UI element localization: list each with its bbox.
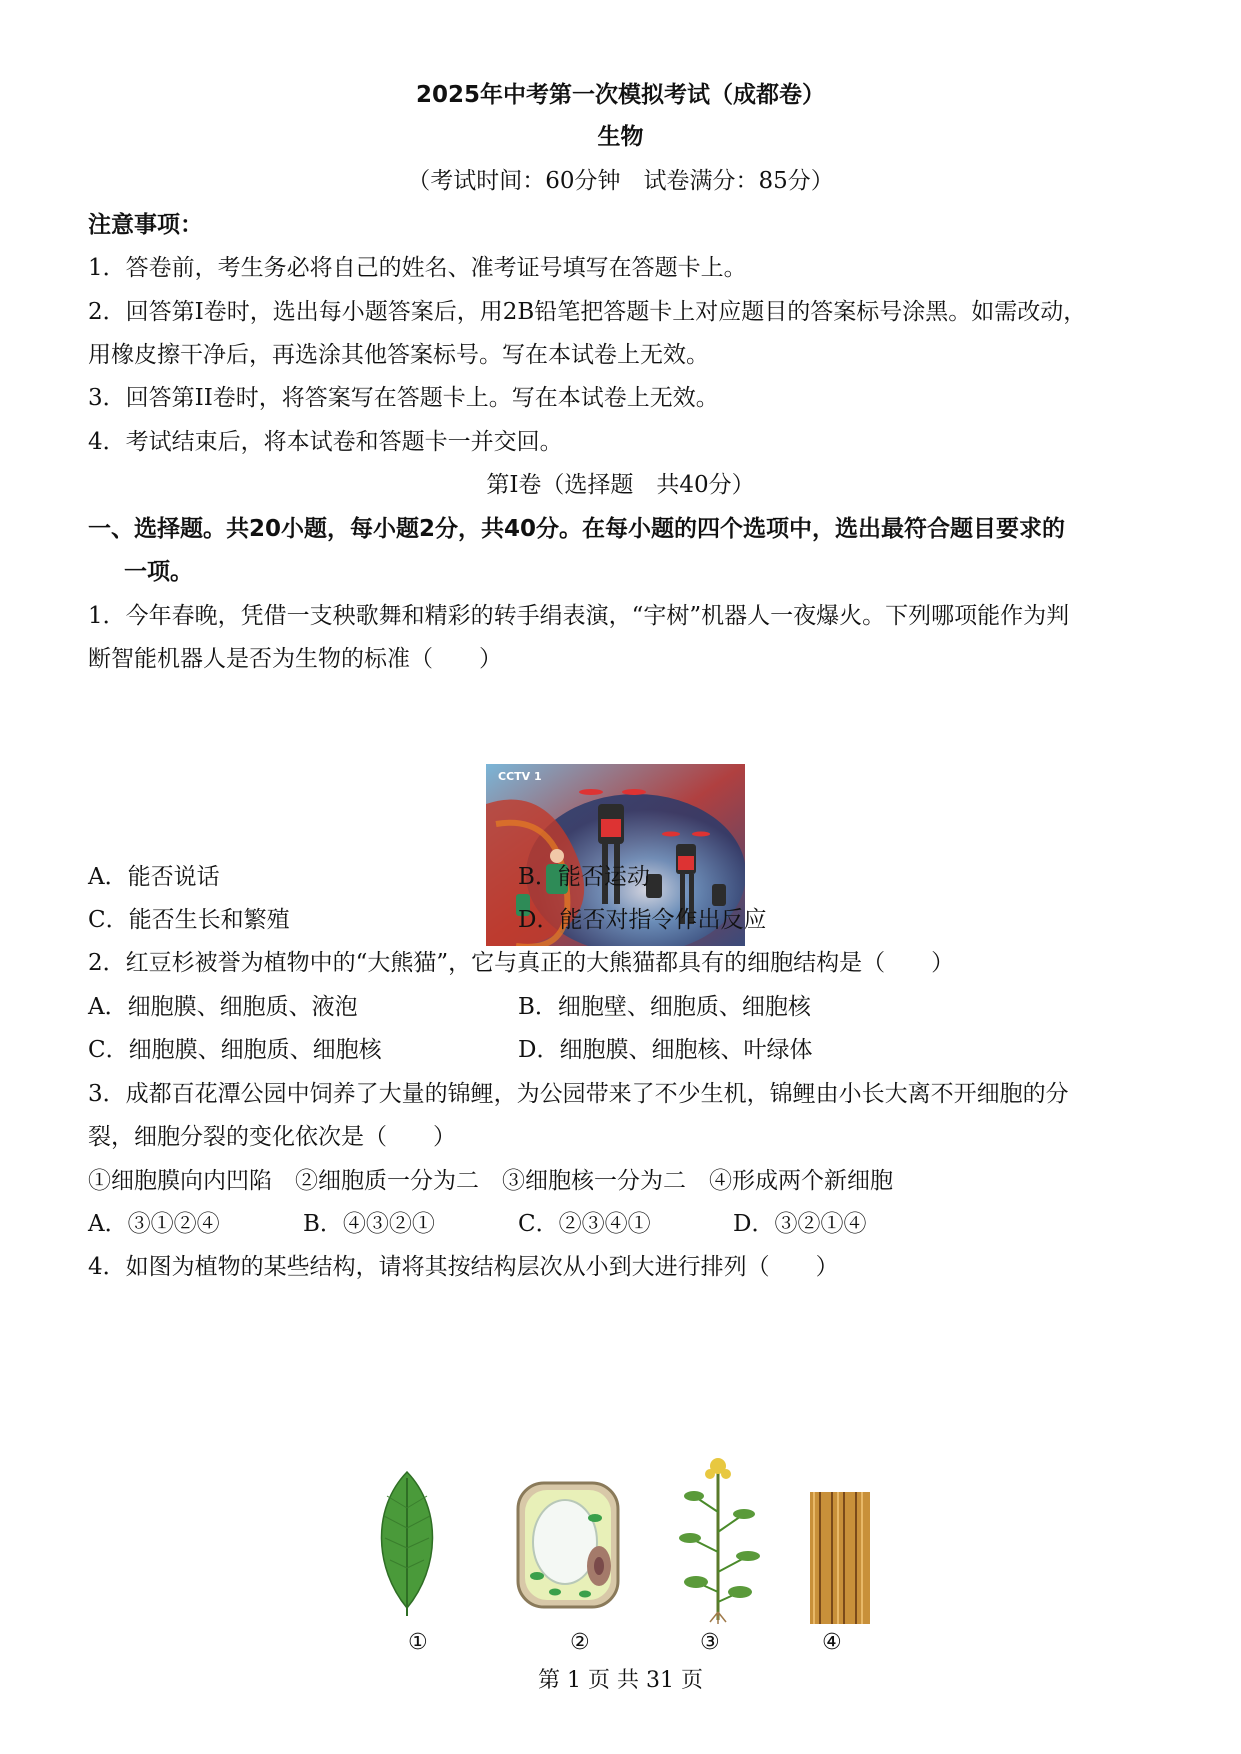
q2-option-a: A．细胞膜、细胞质、液泡 (88, 994, 358, 1020)
q3-stem: 3．成都百花潭公园中饲养了大量的锦鲤，为公园带来了不少生机，锦鲤由小长大离不开细胞的分 (88, 1081, 1069, 1107)
figure-label-1: ① (408, 1630, 428, 1655)
q3-option-d: D．③②①④ (733, 1211, 867, 1237)
q3-option-c: C．②③④① (518, 1211, 651, 1237)
notice-item: 3．回答第II卷时，将答案写在答题卡上。写在本试卷上无效。 (88, 385, 719, 411)
q1-stem-cont: 断智能机器人是否为生物的标准（ ） (88, 646, 502, 672)
part1-title: 第I卷（选择题 共40分） (486, 472, 755, 498)
time-info: （考试时间：60分钟 试卷满分：85分） (407, 168, 834, 194)
figure-label-4: ④ (822, 1630, 842, 1655)
notice-item: 2．回答第I卷时，选出每小题答案后，用2B铅笔把答题卡上对应题目的答案标号涂黑。如需改动， (88, 299, 1087, 325)
notice-item: 用橡皮擦干净后，再选涂其他答案标号。写在本试卷上无效。 (88, 342, 709, 368)
notice-heading: 注意事项： (88, 212, 203, 238)
q2-stem: 2．红豆杉被誉为植物中的“大熊猫”，它与真正的大熊猫都具有的细胞结构是（ ） (88, 950, 955, 976)
q2-option-b: B．细胞壁、细胞质、细胞核 (518, 994, 811, 1020)
page-footer: 第 1 页 共 31 页 (538, 1668, 703, 1693)
q1-stem: 1．今年春晚，凭借一支秧歌舞和精彩的转手绢表演，“宇树”机器人一夜爆火。下列哪项能作为判 (88, 603, 1070, 629)
leaf-image (372, 1468, 442, 1618)
figure-label-3: ③ (700, 1630, 720, 1655)
whole-plant-image (670, 1452, 766, 1624)
q3-option-b: B．④③②① (303, 1211, 435, 1237)
q1-option-c: C．能否生长和繁殖 (88, 907, 290, 933)
subject-title: 生物 (597, 124, 644, 150)
section-instruction-cont: 一项。 (124, 559, 193, 585)
q2-option-d: D．细胞膜、细胞核、叶绿体 (518, 1037, 813, 1063)
plant-cell-image (515, 1480, 621, 1610)
cctv-logo: CCTV 1 (498, 770, 542, 783)
q3-option-a: A．③①②④ (88, 1211, 220, 1237)
q4-stem: 4．如图为植物的某些结构，请将其按结构层次从小到大进行排列（ ） (88, 1254, 839, 1280)
exam-title: 2025年中考第一次模拟考试（成都卷） (415, 82, 825, 108)
figure-label-2: ② (570, 1630, 590, 1655)
notice-item: 4．考试结束后，将本试卷和答题卡一并交回。 (88, 429, 563, 455)
q3-stem-cont: 裂，细胞分裂的变化依次是（ ） (88, 1124, 456, 1150)
stem-tissue-image (808, 1490, 872, 1626)
q2-option-c: C．细胞膜、细胞质、细胞核 (88, 1037, 382, 1063)
section-instruction: 一、选择题。共20小题，每小题2分，共40分。在每小题的四个选项中，选出最符合题目要求的 (88, 516, 1066, 542)
notice-item: 1．答卷前，考生务必将自己的姓名、准考证号填写在答题卡上。 (88, 255, 747, 281)
q3-steps: ①细胞膜向内凹陷 ②细胞质一分为二 ③细胞核一分为二 ④形成两个新细胞 (88, 1168, 893, 1194)
q1-option-a: A．能否说话 (88, 864, 220, 890)
q1-option-d: D．能否对指令作出反应 (518, 907, 767, 933)
q1-option-b: B．能否运动 (518, 864, 650, 890)
